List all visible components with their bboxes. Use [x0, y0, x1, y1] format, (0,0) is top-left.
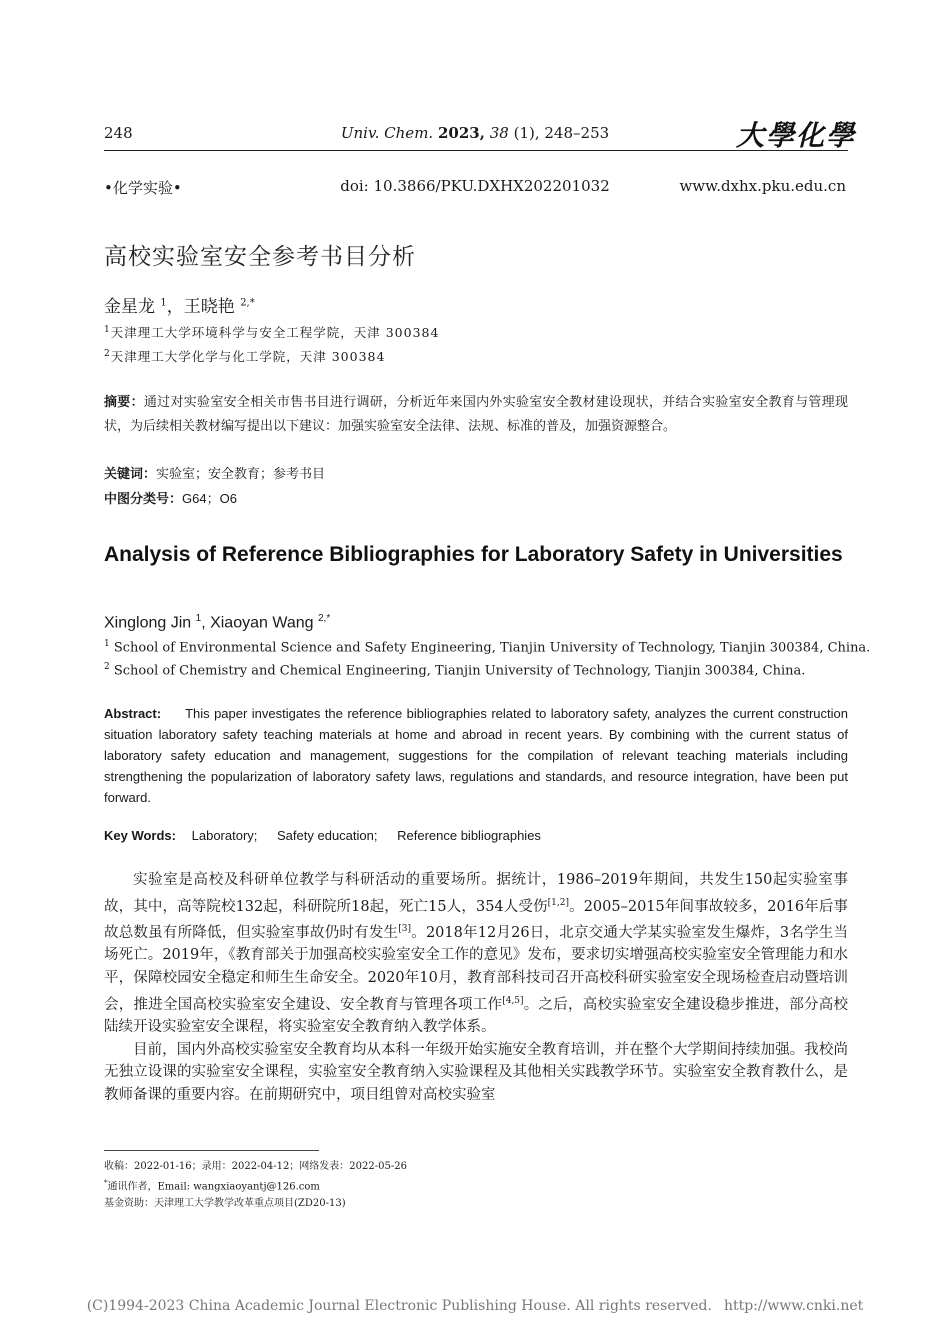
- cn-keywords-text: 实验室；安全教育；参考书目: [156, 467, 326, 482]
- en-author-separator: ,: [201, 614, 211, 632]
- cn-aff-2-text: 天津理工大学化学与化工学院，天津 300384: [110, 349, 386, 364]
- cn-affiliation-1: [104, 323, 439, 341]
- cn-author-2-sup: 2,*: [240, 297, 255, 309]
- citation-ref[interactable]: [1,2]: [547, 897, 569, 908]
- en-keywords-label: Key Words:: [104, 828, 176, 843]
- journal-issue-pages: (1), 248–253: [513, 124, 610, 142]
- cn-class-text: G64；O6: [182, 491, 237, 506]
- footnote-corresponding: [104, 1175, 407, 1195]
- en-title: Analysis of Reference Bibliographies for Laboratory Safety in Universities: [104, 543, 843, 566]
- en-aff-2-sup: 2: [104, 662, 110, 672]
- en-affiliation-2: [104, 662, 805, 678]
- en-abstract: [104, 703, 848, 808]
- cn-aff-1-text: 天津理工大学环境科学与安全工程学院，天津 300384: [110, 325, 440, 340]
- cnki-url[interactable]: http://www.cnki.net: [723, 1298, 864, 1314]
- cn-abstract-text: 通过对实验室安全相关市售书目进行调研，分析近年来国内外实验室安全教材建设现状，并结合实验室安全教育与管理现状，为后续相关教材编写提出以下建议：加强实验室安全法律、法规、标准的普及，加强资源整合。: [104, 395, 848, 434]
- footnote-funding: 基金资助：天津理工大学教学改革重点项目(ZD20-13): [104, 1198, 346, 1210]
- cn-aff-1-sup: 1: [104, 324, 111, 335]
- cn-authors: [104, 292, 255, 317]
- en-keyword: Safety education;: [277, 828, 378, 843]
- en-authors: [104, 613, 330, 632]
- journal-website[interactable]: www.dxhx.pku.edu.cn: [679, 177, 846, 195]
- body-paragraph: 目前，国内外高校实验室安全教育均从本科一年级开始实施安全教育培训，并在整个大学期间持续加强。我校尚无独立设课的实验室安全课程，实验室安全教育纳入实验课程及其他相关实践教学环节。实验室安全教育教什么，是教师备课的重要内容。在前期研究中，项目组曾对高校实验室: [104, 1041, 848, 1103]
- citation-ref[interactable]: [4,5]: [502, 995, 524, 1006]
- citation-ref[interactable]: [3]: [398, 924, 412, 935]
- en-abstract-text: This paper investigates the reference bibliographies related to laboratory safety, analyzes the current construction situation laboratory safety teaching materials at home and abroad in recent years. By combining with the current status of laboratory safety education and management, suggestions for the compilation of relevant teaching materials including strengthening the popularization of laboratory safety laws, regulations and standards, and resource integration, have been put forward.: [104, 706, 848, 805]
- cn-author-separator: ，: [166, 297, 184, 317]
- copyright-text: (C)1994-2023 China Academic Journal Electronic Publishing House. All rights reserved.: [86, 1298, 712, 1314]
- en-affiliation-1: [104, 639, 870, 655]
- corresponding-mark: *: [104, 1179, 108, 1187]
- en-aff-1-text: School of Environmental Science and Safety Engineering, Tianjin University of Technology, Tianjin 300384, China.: [113, 640, 871, 656]
- body-paragraph: [104, 869, 848, 1039]
- journal-name: Univ. Chem.: [340, 124, 434, 142]
- en-author-1: Xinglong Jin: [104, 614, 192, 632]
- cn-author-2: 王晓艳: [183, 297, 235, 317]
- p1-text-b: 。2005–2015年间事故较多，2016年后事故总数虽有所降低，但实验室事故仍时有发生: [104, 898, 848, 941]
- en-keywords: [104, 828, 557, 843]
- cn-author-1-sup: 1: [160, 297, 167, 309]
- header-rule: [104, 150, 848, 151]
- cn-abstract: [104, 390, 848, 439]
- en-aff-1-sup: 1: [104, 639, 110, 649]
- body-text: [104, 869, 848, 1106]
- en-abstract-label: Abstract:: [104, 706, 162, 721]
- en-keyword: Laboratory;: [191, 828, 258, 843]
- en-author-2: Xiaoyan Wang: [210, 614, 314, 632]
- cn-aff-2-sup: 2: [104, 348, 111, 359]
- journal-volume: 38: [489, 124, 509, 142]
- copyright-line: [0, 1298, 950, 1314]
- journal-year: 2023,: [437, 124, 485, 142]
- corresponding-text: 通讯作者，Email: wangxiaoyantj@126.com: [107, 1181, 320, 1193]
- doi[interactable]: doi: 10.3866/PKU.DXHX202201032: [340, 177, 610, 195]
- p1-text-d: 。之后，高校实验室安全建设稳步推进，部分高校陆续开设实验室安全课程，将实验室安全教育纳入教学体系。: [104, 996, 849, 1036]
- footnote-dates: 收稿：2022-01-16；录用：2022-04-12；网络发表：2022-05-26: [104, 1161, 407, 1172]
- cn-affiliation-2: [104, 347, 385, 365]
- journal-logo: 大學化學: [736, 119, 857, 152]
- cn-keywords-label: 关键词：: [104, 466, 157, 481]
- footnote-rule: [104, 1150, 319, 1151]
- p1-text-c: 。2018年12月26日，北京交通大学某实验室发生爆炸，3名学生当场死亡。2019年，《教育部关于加强高校实验室安全工作的意见》发布，要求切实增强高校实验室安全管理能力和水平，保障校园安全稳定和师生生命安全。2020年10月，教育部科技司召开高校科研实验室安全现场检查启动暨培训会，推进全国高校实验室安全建设、安全教育与管理各项工作: [104, 924, 849, 1013]
- en-aff-2-text: School of Chemistry and Chemical Engineering, Tianjin University of Technology, Tianjin 300384, China.: [113, 663, 806, 679]
- en-author-2-sup: 2,*: [318, 613, 331, 624]
- en-keyword: Reference bibliographies: [397, 828, 541, 843]
- section-tag: •化学实验•: [104, 179, 182, 197]
- cn-title: 高校实验室安全参考书目分析: [104, 244, 416, 270]
- cn-abstract-label: 摘要：: [104, 394, 144, 409]
- p1-text-a: 实验室是高校及科研单位教学与科研活动的重要场所。据统计，1986–2019年期间，共发生150起实验室事故，其中，高等院校132起，科研院所18起，死亡15人，354人受伤: [104, 872, 848, 915]
- cn-author-1: 金星龙: [104, 297, 155, 317]
- footnotes: [104, 1158, 407, 1212]
- en-author-1-sup: 1: [195, 613, 202, 624]
- cn-classification: [104, 488, 237, 507]
- cn-class-label: 中图分类号：: [104, 491, 183, 506]
- page-number: 248: [104, 124, 133, 142]
- cn-keywords: [104, 463, 325, 482]
